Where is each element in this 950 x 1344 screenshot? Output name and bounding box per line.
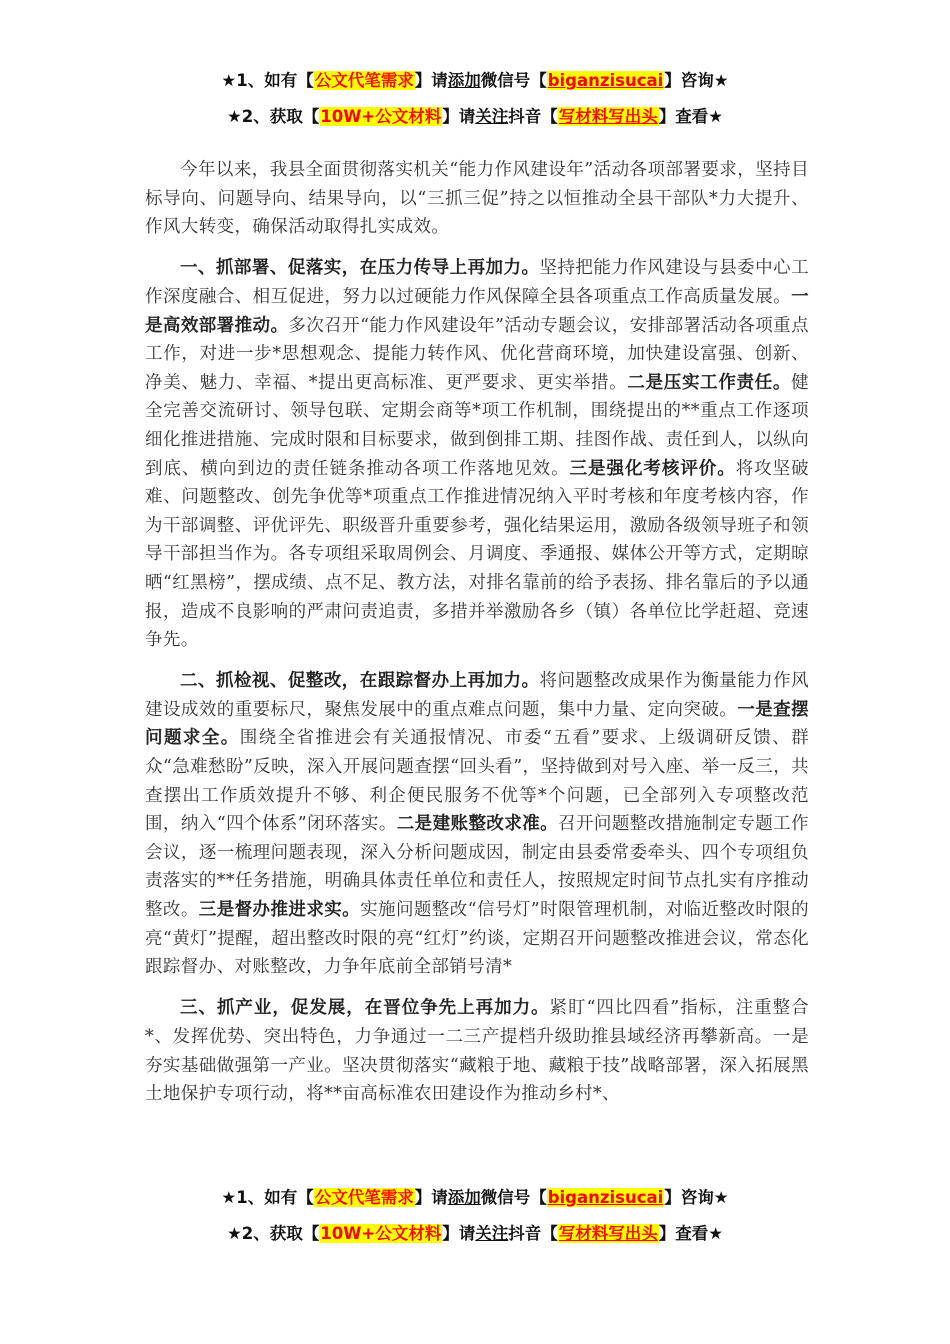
article-body (145, 156, 809, 1121)
promo-text: ★1、如有【 (221, 1188, 314, 1207)
promo-banner-bottom (0, 1180, 950, 1252)
bold-heading-text: 三是强化考核评价。 (569, 458, 736, 479)
promo-underlined-text: 添加 (447, 1188, 481, 1207)
paragraph (145, 994, 809, 1108)
body-text: 围绕全省推进会有关通报情况、市委“五看”要求、上级调研反馈、群众“急难愁盼”反映，深入开展问题查摆“回头看”，坚持做到对号入座、举一反三，共查摆出工作质效提升不够、利企便民服务不优等*个问题，已全部列入专项整改范围，纳入“四个体系”闭环落实。 (145, 728, 810, 835)
bold-heading-text: 一、抓部署、促落实，在压力传导上再加力。 (180, 258, 540, 279)
body-text: 实施问题整改“信号灯”时限管理机制，对临近整改时限的亮“黄灯”提醒，超出整改时限的亮“红灯”约谈，定期召开问题整改推进会议，常态化跟踪督办、对账整改，力争年底前全部销号清* (145, 900, 810, 978)
promo-highlight: 10W+公文材料 (320, 107, 442, 126)
body-text: 将攻坚破难、问题整改、创先争优等*项重点工作推进情况纳入平时考核和年度考核内容，作为干部调整、评优评先、职级晋升重要参考，强化结果运用，激励各级领导班子和领导干部担当作为。各专项组采取周例会、月调度、季通报、媒体公开等方式，定期晾晒“红黑榜”，摆成绩、点不足、教方法，对排名靠前的给予表扬、排名靠后的予以通报，造成不良影响的严肃问责追责，多措并举激励各乡（镇）各单位比学赶超、竞速争先。 (145, 458, 809, 651)
promo-text: 】查看★ (658, 107, 724, 126)
body-text: 坚持把能力作风建设与县委中心工作深度融合、相互促进，努力以过硬能力作风保障全县各项重点工作高质量发展。 (145, 258, 809, 307)
promo-highlight: 公文代笔需求 (314, 71, 414, 90)
bold-heading-text: 一是查摆问题求全。 (145, 699, 809, 749)
promo-text: 】请 (442, 107, 476, 126)
bold-heading-text: 二是压实工作责任。 (627, 372, 792, 393)
paragraph (145, 254, 809, 654)
promo-text: 】请 (414, 71, 448, 90)
promo-text: 】咨询★ (664, 1188, 729, 1207)
bold-heading-text: 二是建账整改求准。 (396, 814, 559, 835)
bold-heading-text: 三是督办推进求实。 (198, 900, 361, 921)
body-text: 召开问题整改措施制定专题工作会议，逐一梳理问题表现，深入分析问题成因，制定由县委常委牵头、四个专项组负责落实的**任务措施，明确具体责任单位和责任人，按照规定时间节点扎实有序推动整改。 (145, 814, 809, 921)
bold-heading-text: 三、抓产业，促发展，在晋位争先上再加力。 (180, 998, 550, 1019)
bold-heading-text: 二、抓检视、促整改，在跟踪督办上再加力。 (180, 671, 540, 692)
bold-heading-text: 一是高效部署推动。 (145, 286, 809, 336)
promo-line-2 (0, 1216, 950, 1252)
promo-text: 微信号【 (480, 71, 547, 90)
promo-text: 】请 (414, 1188, 448, 1207)
promo-text: 】咨询★ (664, 71, 729, 90)
promo-text: ★2、获取【 (226, 1224, 320, 1243)
promo-underlined-text: 关注 (475, 1224, 509, 1243)
body-text: 健全完善交流研讨、领导包联、定期会商等*项工作机制，围绕提出的**重点工作逐项细化推进措施、完成时限和目标要求，做到倒排工期、挂图作战、责任到人，以纵向到底、横向到边的责任链条推动各项工作落地见效。 (145, 372, 809, 479)
promo-highlight: 10W+公文材料 (320, 1224, 442, 1243)
wechat-id-highlight: biganzisucai (547, 1188, 664, 1207)
promo-text: 微信号【 (480, 1188, 547, 1207)
promo-line-1 (0, 1180, 950, 1216)
promo-text: 】查看★ (658, 1224, 724, 1243)
promo-text: 抖音【 (508, 1224, 558, 1243)
paragraph (145, 156, 809, 242)
promo-banner-top (0, 63, 950, 135)
body-text: 紧盯“四比四看”指标，注重整合*、发挥优势、突出特色，力争通过一二三产提档升级助推县域经济再攀新高。一是夯实基础做强第一产业。坚决贯彻落实“藏粮于地、藏粮于技”战略部署，深入拓展黑土地保护专项行动，将**亩高标准农田建设作为推动乡村*、 (145, 998, 809, 1105)
promo-text: 抖音【 (508, 107, 558, 126)
promo-underlined-text: 添加 (447, 71, 481, 90)
body-text: 今年以来，我县全面贯彻落实机关“能力作风建设年”活动各项部署要求，坚持目标导向、问题导向、结果导向，以“三抓三促”持之以恒推动全县干部队*力大提升、作风大转变，确保活动取得扎实成效。 (145, 160, 809, 238)
wechat-id-highlight: biganzisucai (547, 71, 664, 90)
promo-highlight: 公文代笔需求 (314, 1188, 414, 1207)
promo-text: ★1、如有【 (221, 71, 314, 90)
promo-line-1 (0, 63, 950, 99)
promo-text: ★2、获取【 (226, 107, 320, 126)
body-text: 多次召开“能力作风建设年”活动专题会议，安排部署活动各项重点工作，对进一步*思想观念、提能力转作风、优化营商环境，加快建设富强、创新、净美、魅力、幸福、*提出更高标准、更严要求、更实举措。 (145, 315, 809, 393)
douyin-id-highlight: 写材料写出头 (558, 107, 658, 126)
body-text: 将问题整改成果作为衡量能力作风建设成效的重要标尺，聚焦发展中的重点难点问题，集中力量、定向突破。 (145, 671, 809, 720)
promo-underlined-text: 关注 (475, 107, 509, 126)
promo-text: 】请 (442, 1224, 476, 1243)
paragraph (145, 667, 809, 982)
promo-line-2 (0, 99, 950, 135)
douyin-id-highlight: 写材料写出头 (558, 1224, 658, 1243)
